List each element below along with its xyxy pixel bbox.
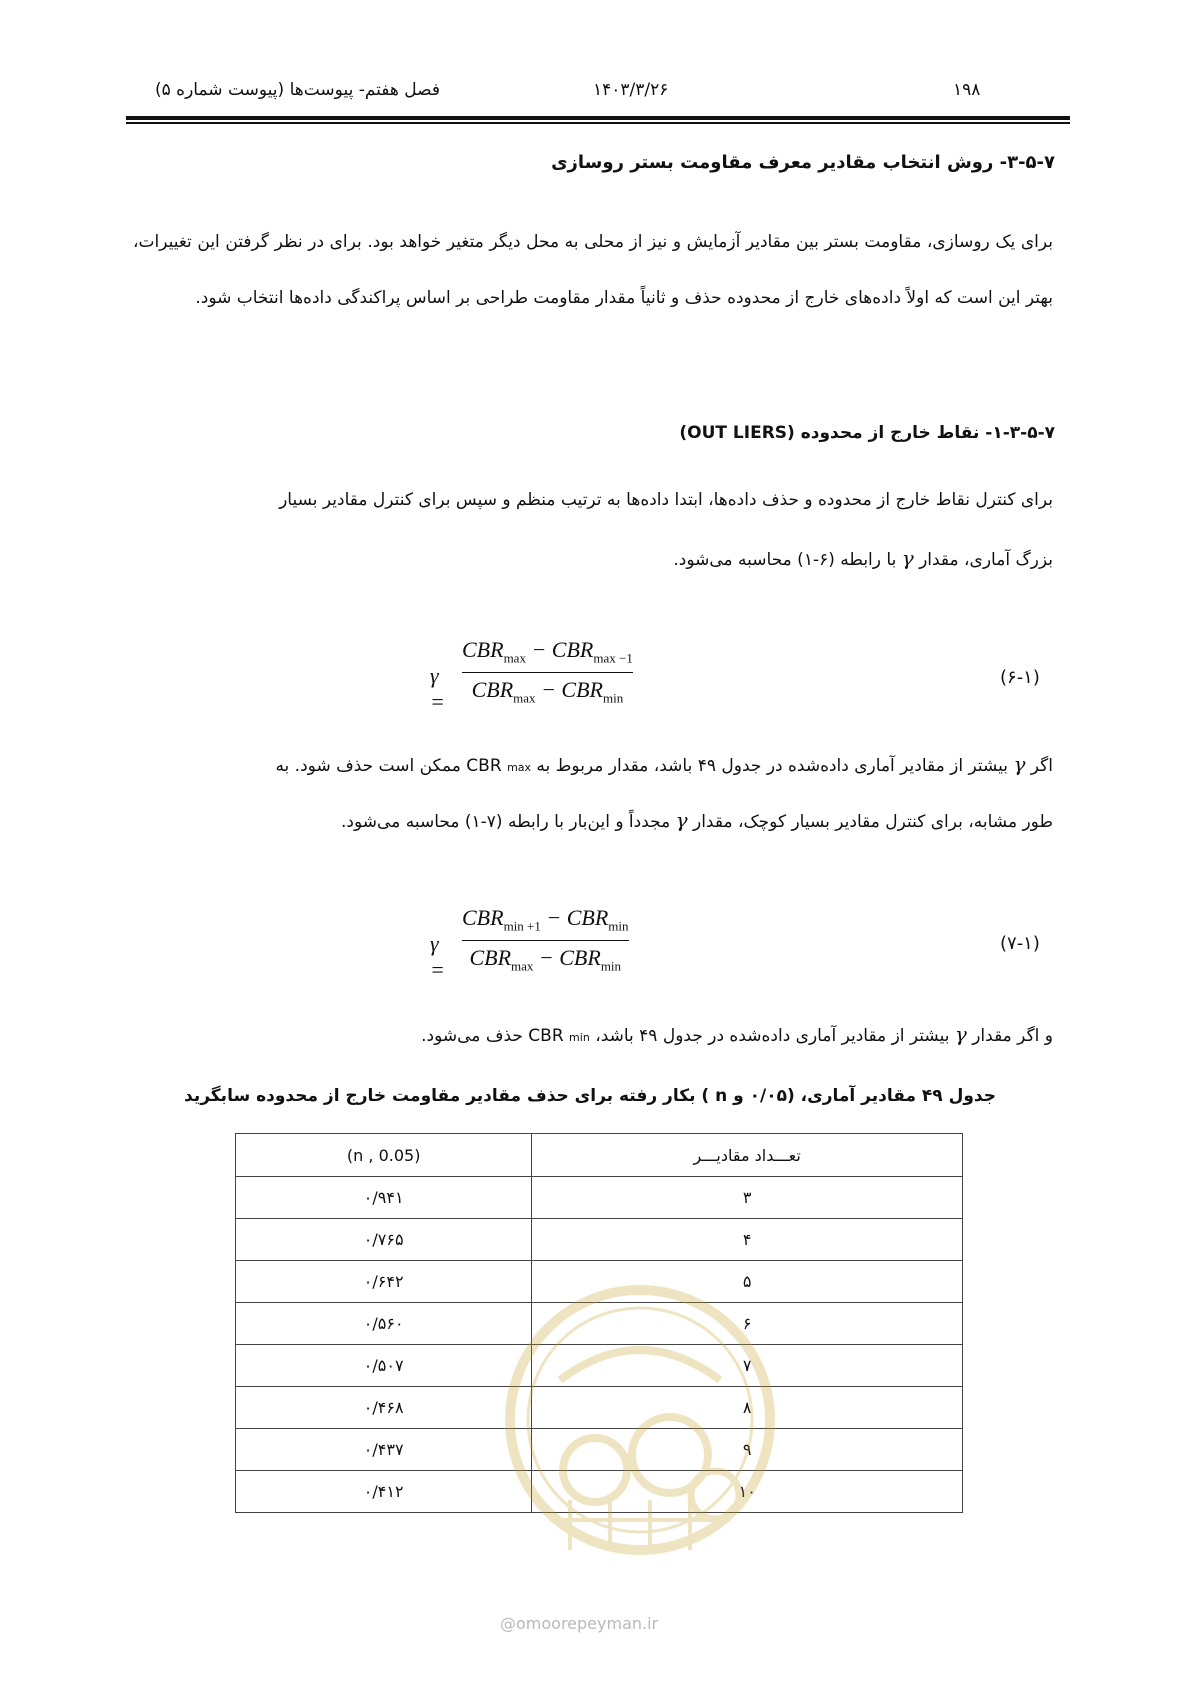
table-cell: ۳ xyxy=(532,1177,963,1219)
equation-2-number: (۷-۱) xyxy=(1000,933,1040,954)
equation-2-numerator: $CBR_{min +1} - CBR_{min}$ xyxy=(462,905,629,934)
equation-1-fraction xyxy=(462,637,633,707)
para1-text-a: بزرگ آماری، مقدار xyxy=(919,550,1053,570)
gamma-symbol: γ xyxy=(954,1022,967,1046)
table-cell: ۹ xyxy=(532,1429,963,1471)
watermark-url: @omoorepeyman.ir xyxy=(500,1614,659,1633)
gamma-symbol: γ xyxy=(675,808,688,832)
gamma-symbol: γ xyxy=(901,546,914,570)
para1-text-b: با رابطه (۶-۱) محاسبه می‌شود. xyxy=(673,550,897,570)
table-cell: ۴ xyxy=(532,1219,963,1261)
equation-2-denominator: $CBR_{max} - CBR_{min}$ xyxy=(469,945,622,974)
table-cell: ۶ xyxy=(532,1303,963,1345)
table-cell: ۰/۷۶۵ xyxy=(236,1219,532,1261)
column-header-value: (n , 0.05) xyxy=(236,1134,532,1177)
column-header-count: تعـــداد مقادیـــر xyxy=(532,1134,963,1177)
table-cell: ۰/۴۱۲ xyxy=(236,1471,532,1513)
equation-1-numerator: $CBR_{max} - CBR_{max -1}$ xyxy=(462,637,633,666)
table-cell: ۰/۵۰۷ xyxy=(236,1345,532,1387)
equation-2-lhs: γ = xyxy=(430,931,445,982)
table-cell: ۰/۶۴۲ xyxy=(236,1261,532,1303)
fraction-bar xyxy=(462,940,629,941)
subsection-heading: ۱-۳-۵-۷- نقاط خارج از محدوده (OUT LIERS) xyxy=(679,423,1055,443)
table-cell: ۰/۵۶۰ xyxy=(236,1303,532,1345)
table-cell: ۵ xyxy=(532,1261,963,1303)
page-number: ۱۹۸ xyxy=(953,80,981,100)
equation-2-fraction xyxy=(462,905,629,975)
chapter-title: فصل هفتم- پیوست‌ها (پیوست شماره ۵) xyxy=(155,80,440,100)
equation-1-lhs: γ = xyxy=(430,663,445,714)
para1-line2 xyxy=(673,546,1053,570)
table-cell: ۰/۹۴۱ xyxy=(236,1177,532,1219)
gamma-symbol: γ xyxy=(1013,752,1026,776)
header-rule-thin xyxy=(126,122,1070,124)
table-cell: ۸ xyxy=(532,1387,963,1429)
table-cell: ۰/۴۳۷ xyxy=(236,1429,532,1471)
table-cell: ۱۰ xyxy=(532,1471,963,1513)
equation-1-denominator: $CBR_{max} - CBR_{min}$ xyxy=(471,677,624,706)
para2-line1: اگر γ بیشتر از مقادیر آماری داده‌شده در جدول ۴۹ باشد، مقدار مربوط به CBR max ممکن است حذف شود. به xyxy=(275,752,1053,776)
page-header xyxy=(155,80,1035,110)
table-row xyxy=(236,1219,963,1261)
intro-paragraph-text: برای یک روسازی، مقاومت بستر بین مقادیر آزمایش و نیز از محلی به محل دیگر متغیر خواهد بود. برای در نظر گرفتن این تغییرات، بهتر این است که اولاً داده‌های خارج از محدوده حذف و ثانیاً مقدار مقاومت طراحی بر اساس پراکندگی داده‌ها انتخاب شود. xyxy=(133,232,1053,308)
equation-1-number: (۶-۱) xyxy=(1000,667,1040,688)
para3: و اگر مقدار γ بیشتر از مقادیر آماری داده‌شده در جدول ۴۹ باشد، CBR min حذف می‌شود. xyxy=(421,1022,1053,1046)
table-caption: جدول ۴۹ مقادیر آماری، (۰/۰۵ و n ) بکار رفته برای حذف مقادیر مقاومت خارج از محدوده سابگرید xyxy=(184,1086,996,1106)
header-rule-thick xyxy=(126,116,1070,120)
table-cell: ۰/۴۶۸ xyxy=(236,1387,532,1429)
table-cell: ۷ xyxy=(532,1345,963,1387)
table-header-row xyxy=(236,1134,963,1177)
watermark-logo xyxy=(490,1270,790,1580)
intro-paragraph xyxy=(133,214,1053,326)
fraction-bar xyxy=(462,672,633,673)
section-heading: ۳-۵-۷- روش انتخاب مقادیر معرف مقاومت بستر روسازی xyxy=(551,152,1055,173)
header-date: ۱۴۰۳/۳/۲۶ xyxy=(593,80,669,100)
para2-line2: طور مشابه، برای کنترل مقادیر بسیار کوچک، مقدار γ مجدداً و این‌بار با رابطه (۷-۱) محاسبه می‌شود. xyxy=(341,808,1053,832)
para1-line1: برای کنترل نقاط خارج از محدوده و حذف داده‌ها، ابتدا داده‌ها به ترتیب منظم و سپس برای کنترل مقادیر بسیار xyxy=(279,490,1053,510)
table-row xyxy=(236,1177,963,1219)
